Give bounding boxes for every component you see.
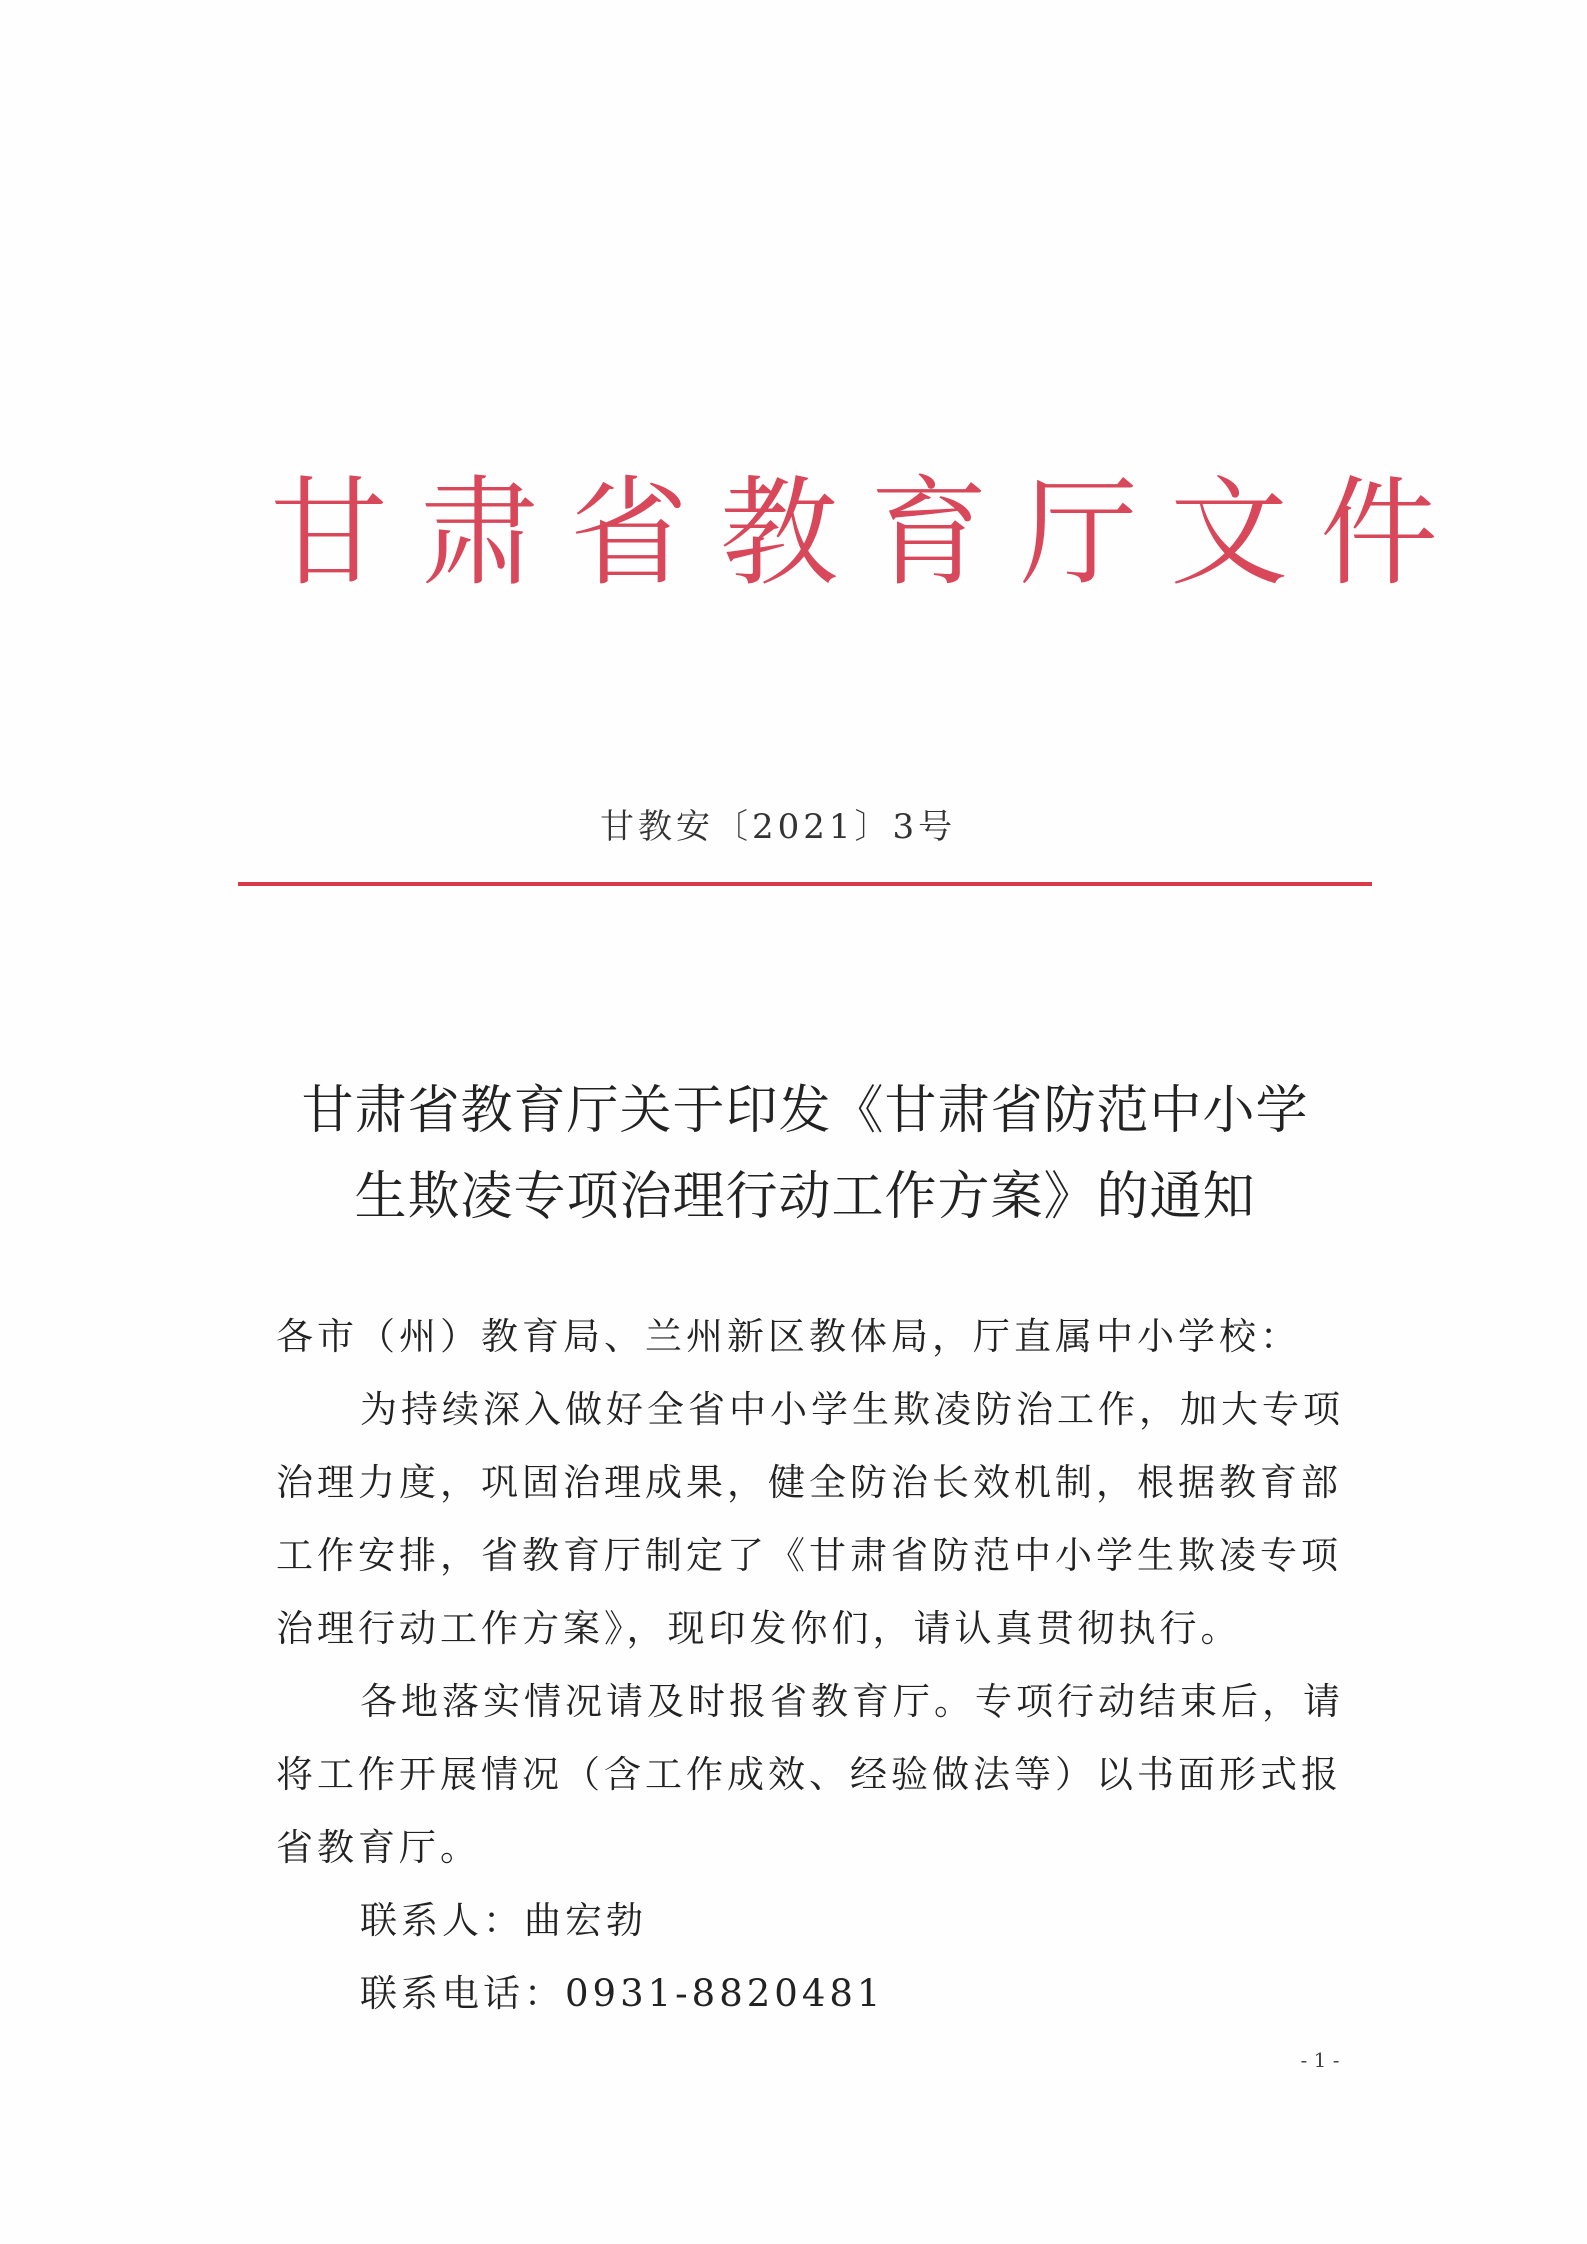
- paragraph-1-line-2: 治理力度，巩固治理成果，健全防治长效机制，根据教育部: [276, 1461, 1342, 1504]
- title-line-1: 甘肃省教育厅关于印发《甘肃省防范中小学: [301, 1081, 1309, 1141]
- page-number: - 1 -: [1300, 2048, 1340, 2072]
- contact-person: 联系人：曲宏勃: [360, 1899, 647, 1942]
- paragraph-2-line-3: 省教育厅。: [276, 1826, 481, 1869]
- red-divider-line: [238, 882, 1372, 886]
- paragraph-2-line-2: 将工作开展情况（含工作成效、经验做法等）以书面形式报: [276, 1753, 1342, 1796]
- paragraph-1-line-3: 工作安排，省教育厅制定了《甘肃省防范中小学生欺凌专项: [276, 1534, 1342, 1577]
- paragraph-2-line-1: 各地落实情况请及时报省教育厅。专项行动结束后，请: [360, 1680, 1344, 1723]
- document-title: [240, 1068, 1370, 1240]
- contact-phone: 联系电话：0931-8820481: [360, 1972, 885, 2015]
- paragraph-1-line-4: 治理行动工作方案》，现印发你们，请认真贯彻执行。: [276, 1607, 1242, 1650]
- document-body: [276, 1300, 1344, 2030]
- title-line-2: 生欺凌专项治理行动工作方案》的通知: [354, 1167, 1256, 1227]
- salutation: 各市（州）教育局、兰州新区教体局，厅直属中小学校：: [276, 1315, 1301, 1358]
- document-masthead: 甘肃省教育厅文件: [270, 464, 1471, 602]
- document-number: 甘教安〔2021〕3号: [600, 807, 957, 847]
- paragraph-1-line-1: 为持续深入做好全省中小学生欺凌防治工作，加大专项: [360, 1388, 1344, 1431]
